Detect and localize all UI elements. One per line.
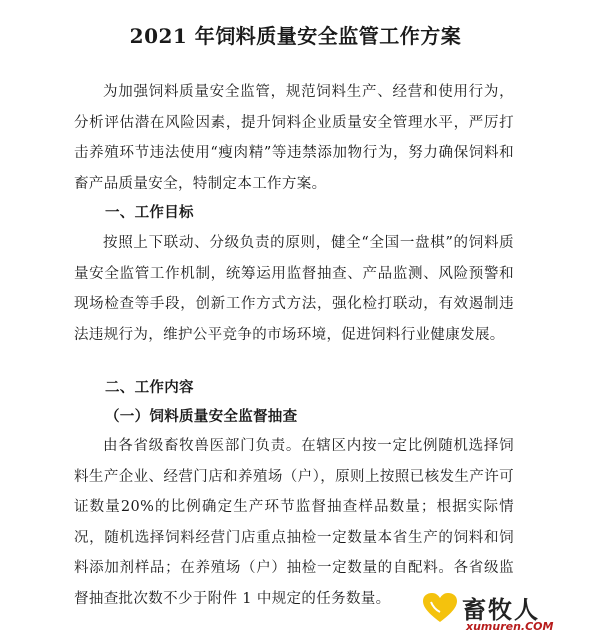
goals-paragraph: 按照上下联动、分级负责的原则，健全“全国一盘棋”的饲料质量安全监管工作机制，统筹运用监督抽查、产品监测、风险预警和现场检查等手段，创新工作方式方法，强化检打联动，有效遏制违法违规行为，维护公平竞争的市场环境，促进饲料行业健康发展。 — [74, 235, 514, 343]
intro-paragraph: 为加强饲料质量安全监管，规范饲料生产、经营和使用行为，分析评估潜在风险因素，提升饲料企业质量安全管理水平，严厉打击养殖环节违法使用“瘦肉精”等违禁添加物行为，努力确保饲料和畜产品质量安全，特制定本工作方案。 — [74, 84, 514, 192]
subsection-heading-inspection: （一）饲料质量安全监督抽查 — [105, 408, 298, 425]
document-title: 2021 年饲料质量安全监管工作方案 — [129, 24, 462, 48]
inspection-paragraph: 由各省级畜牧兽医部门负责。在辖区内按一定比例随机选择饲料生产企业、经营门店和养殖场（户），原则上按照已核发生产许可证数量20%的比例确定生产环节监督抽查样品数量；根据实际情况，随机选择饲料经营门店重点抽检一定数量本省生产的饲料和饲料添加剂样品；在养殖场（户）抽检一定数量的自配料。各省级监督抽查批次数不少于附件 1 中规定的任务数量。 — [74, 438, 514, 607]
section-heading-goals: 一、工作目标 — [105, 204, 194, 221]
watermark-name: 畜牧人 — [462, 596, 540, 624]
heart-logo-icon — [422, 592, 458, 624]
watermark-site: xumuren.COM — [466, 620, 554, 633]
section-heading-content: 二、工作内容 — [105, 379, 194, 396]
site-watermark-logo — [420, 590, 585, 636]
